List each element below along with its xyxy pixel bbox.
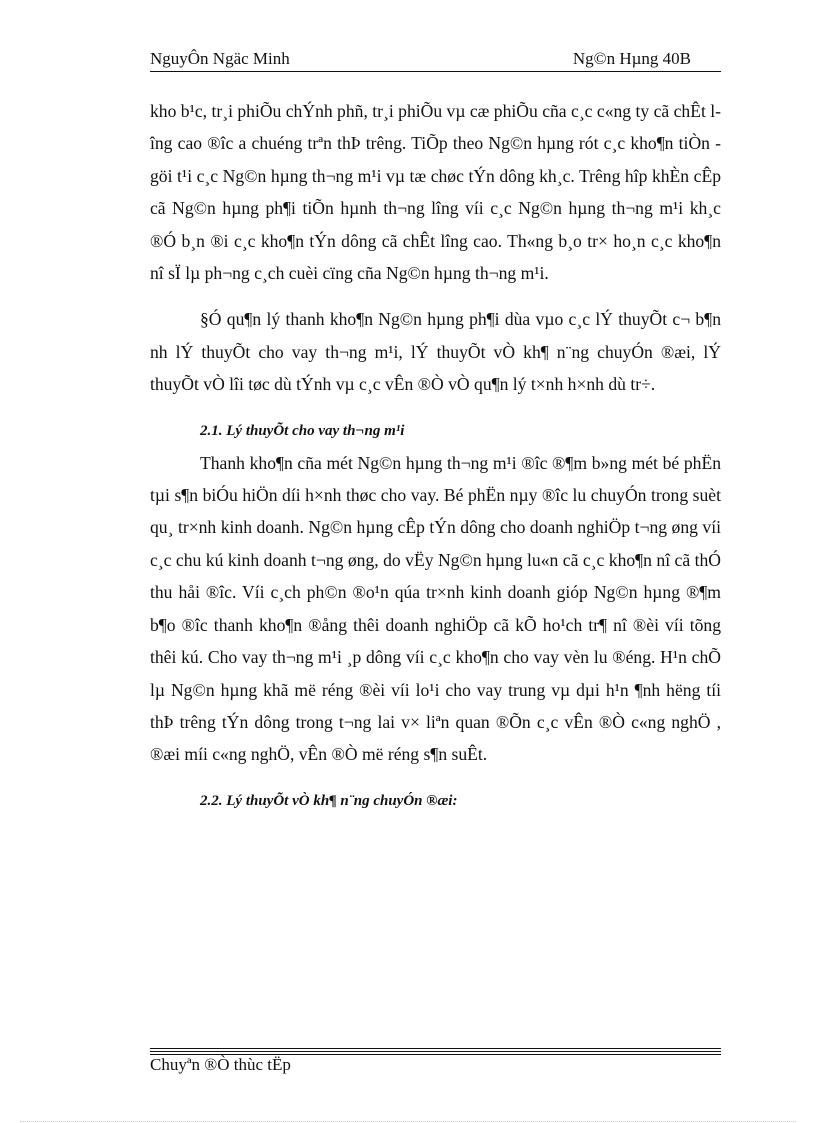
section-heading-2-1: 2.1. Lý thuyÕt cho vay th¬ng m¹i bbox=[200, 422, 405, 439]
header-author: NguyÔn Ngäc Minh bbox=[150, 49, 290, 68]
footer-divider bbox=[150, 1048, 721, 1049]
paragraph-2: §Ó qu¶n lý thanh kho¶n Ng©n hµng ph¶i dùa vµo c¸c lÝ thuyÕt c¬ b¶n nh lÝ thuyÕt cho vay th¬ng m¹i, lÝ thuyÕt vÒ kh¶ n¨ng chuyÓn ®æi, lÝ thuyÕt vÒ lîi tøc dù tÝnh vµ c¸c vÊn ®Ò vÒ qu¶n lý t×nh h×nh dù tr÷. bbox=[150, 309, 721, 395]
section-heading-2-2: 2.2. Lý thuyÕt vÒ kh¶ n¨ng chuyÓn ®æi: bbox=[200, 792, 458, 809]
document-body bbox=[150, 95, 721, 817]
header-class: Ng©n Hµng 40B bbox=[572, 49, 691, 68]
header-divider bbox=[150, 71, 721, 72]
page-footer: Chuyªn ®Ò thùc tËp bbox=[150, 1055, 291, 1074]
paragraph-3: Thanh kho¶n cña mét Ng©n hµng th¬ng m¹i ®îc ®¶m b»ng mét bé phËn tµi s¶n biÓu hiÖn díi h×nh thøc cho vay. Bé phËn nµy ®îc lu chuyÓn trong suèt qu¸ tr×nh kinh doanh. Ng©n hµng cÊp tÝn dông cho doanh nghiÖp t¬ng øng víi c¸c chu kú kinh doanh t¬ng øng, do vËy Ng©n hµng lu«n cã c¸c kho¶n nî cã thÓ thu håi ®îc. Víi c¸ch ph©n ®o¹n qúa tr×nh kinh doanh gióp Ng©n hµng ®¶m b¶o ®îc thanh kho¶n ®ång thêi doanh nghiÖp cã kÕ ho¹ch tr¶ nî ®èi víi tõng thêi kú. Cho vay th¬ng m¹i ¸p dông víi c¸c kho¶n cho vay vèn lu ®éng. H¹n chÕ lµ Ng©n hµng khã më réng ®èi víi lo¹i cho vay trung vµ dµi h¹n ¶nh hëng tíi thÞ trêng tÝn dông trong t¬ng lai v× liªn quan ®Õn c¸c vÊn ®Ò c«ng nghÖ , ®æi míi c«ng nghÖ, vÊn ®Ò më réng s¶n suÊt. bbox=[150, 452, 721, 765]
page-header bbox=[150, 49, 721, 71]
footer-divider bbox=[150, 1051, 721, 1052]
paragraph-1: kho b¹c, tr¸i phiÕu chÝnh phñ, tr¸i phiÕu vµ cæ phiÕu cña c¸c c«ng ty cã chÊt lîng cao ®îc a chuéng trªn thÞ trêng. TiÕp theo Ng©n hµng rót c¸c kho¶n tiÒn göi t¹i c¸c Ng©n hµng th¬ng m¹i vµ tæ chøc tÝn dông kh¸c. Trêng hîp khÈn cÊp cã Ng©n hµng ph¶i tiÕn hµnh th¬ng lîng víi c¸c Ng©n hµng th¬ng m¹i kh¸c ®Ó b¸n ®i c¸c kho¶n tÝn dông cã chÊt lîng cao. Th«ng b¸o tr× ho¸n c¸c kho¶n nî sÏ lµ ph¬ng c¸ch cuèi cïng cña Ng©n hµng th¬ng m¹i. bbox=[150, 101, 721, 284]
page-bottom-border bbox=[20, 1121, 796, 1122]
